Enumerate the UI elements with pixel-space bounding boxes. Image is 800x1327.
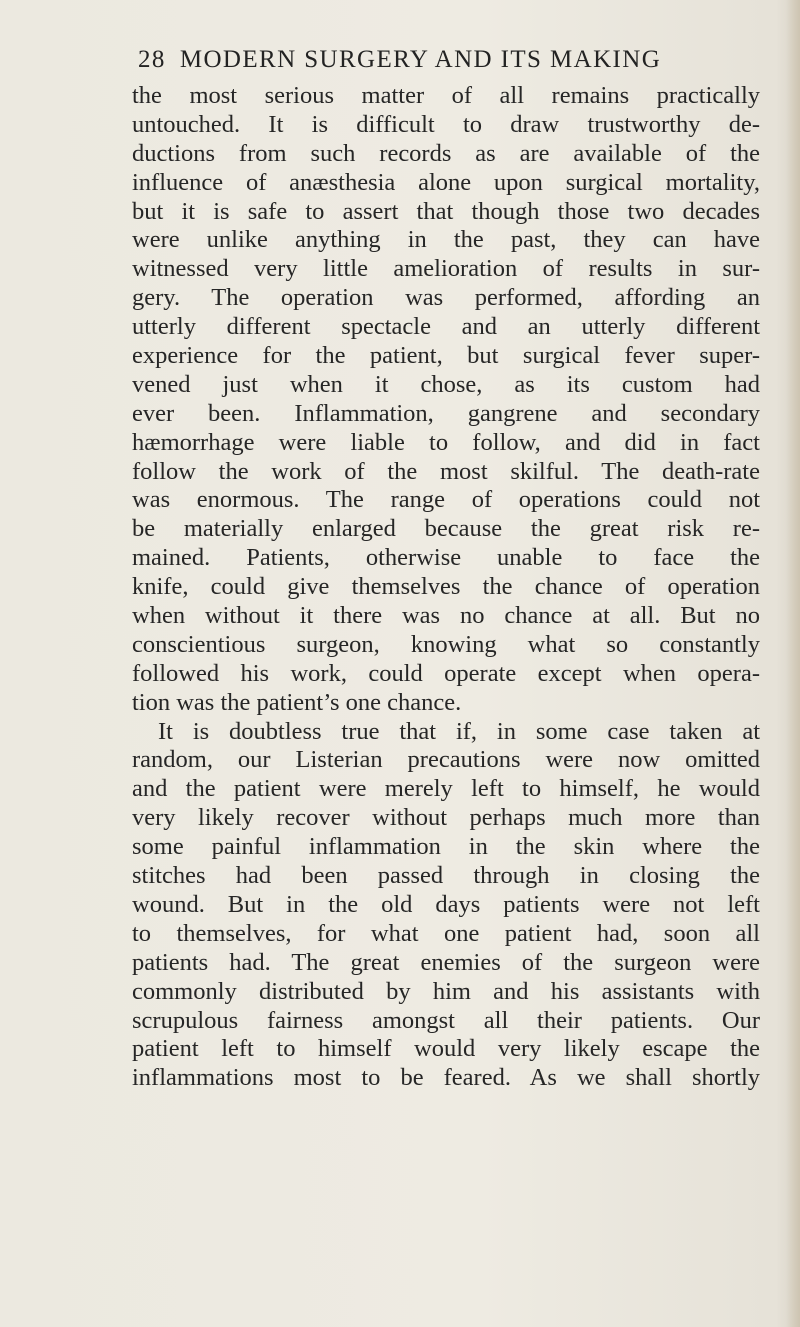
text-line: utterly different spectacle and an utterly different	[132, 313, 760, 341]
text-line: patient left to himself would very likely escape the	[132, 1035, 760, 1063]
text-line: ductions from such records as are available of the	[132, 139, 760, 167]
text-line: influence of anæsthesia alone upon surgical mortality,	[132, 168, 760, 196]
text-line: mained. Patients, otherwise unable to face the	[132, 544, 760, 572]
text-line: the most serious matter of all remains practically	[132, 82, 760, 109]
paragraph-end-line: tion was the patient’s one chance.	[132, 688, 462, 716]
text-line: wound. But in the old days patients were not left	[132, 890, 760, 918]
paragraph-start-line: It is doubtless true that if, in some case taken at	[158, 717, 760, 745]
page-edge-shadow	[786, 0, 800, 1327]
text-line: ever been. Inflammation, gangrene and secondary	[132, 399, 760, 427]
text-line: random, our Listerian precautions were now omitted	[132, 746, 760, 774]
running-title: MODERN SURGERY AND ITS MAKING	[179, 46, 662, 73]
text-line: stitches had been passed through in closing the	[132, 862, 760, 890]
text-line: scrupulous fairness amongst all their patients. Our	[132, 1006, 760, 1034]
body-text	[132, 82, 760, 1093]
text-line: experience for the patient, but surgical fever super-	[132, 342, 760, 370]
text-line: followed his work, could operate except when opera-	[132, 659, 760, 687]
text-line: and the patient were merely left to himself, he would	[132, 775, 760, 803]
text-line: hæmorrhage were liable to follow, and did in fact	[132, 428, 760, 456]
text-line: witnessed very little amelioration of results in sur-	[132, 255, 760, 283]
text-line: untouched. It is difficult to draw trustworthy de-	[132, 110, 760, 138]
text-line: were unlike anything in the past, they can have	[132, 226, 760, 254]
text-line: commonly distributed by him and his assistants with	[132, 977, 760, 1005]
text-line: to themselves, for what one patient had, soon all	[132, 919, 760, 947]
text-line: some painful inflammation in the skin where the	[132, 833, 760, 861]
text-line: gery. The operation was performed, affording an	[132, 284, 760, 312]
text-line: follow the work of the most skilful. The death-rate	[132, 457, 760, 485]
text-line: knife, could give themselves the chance of operation	[132, 573, 760, 601]
text-line: be materially enlarged because the great risk re-	[132, 515, 760, 543]
text-line: conscientious surgeon, knowing what so constantly	[132, 630, 760, 658]
text-line: very likely recover without perhaps much more than	[132, 804, 760, 832]
text-line: but it is safe to assert that though those two decades	[132, 197, 760, 225]
text-line: patients had. The great enemies of the surgeon were	[132, 948, 760, 976]
text-line: vened just when it chose, as its custom had	[132, 370, 760, 398]
text-line: was enormous. The range of operations could not	[132, 486, 760, 514]
text-line: when without it there was no chance at all. But no	[132, 602, 760, 630]
running-header	[138, 46, 758, 74]
text-line: inflammations most to be feared. As we shall shortly	[132, 1064, 760, 1092]
page-number: 28	[138, 46, 166, 73]
